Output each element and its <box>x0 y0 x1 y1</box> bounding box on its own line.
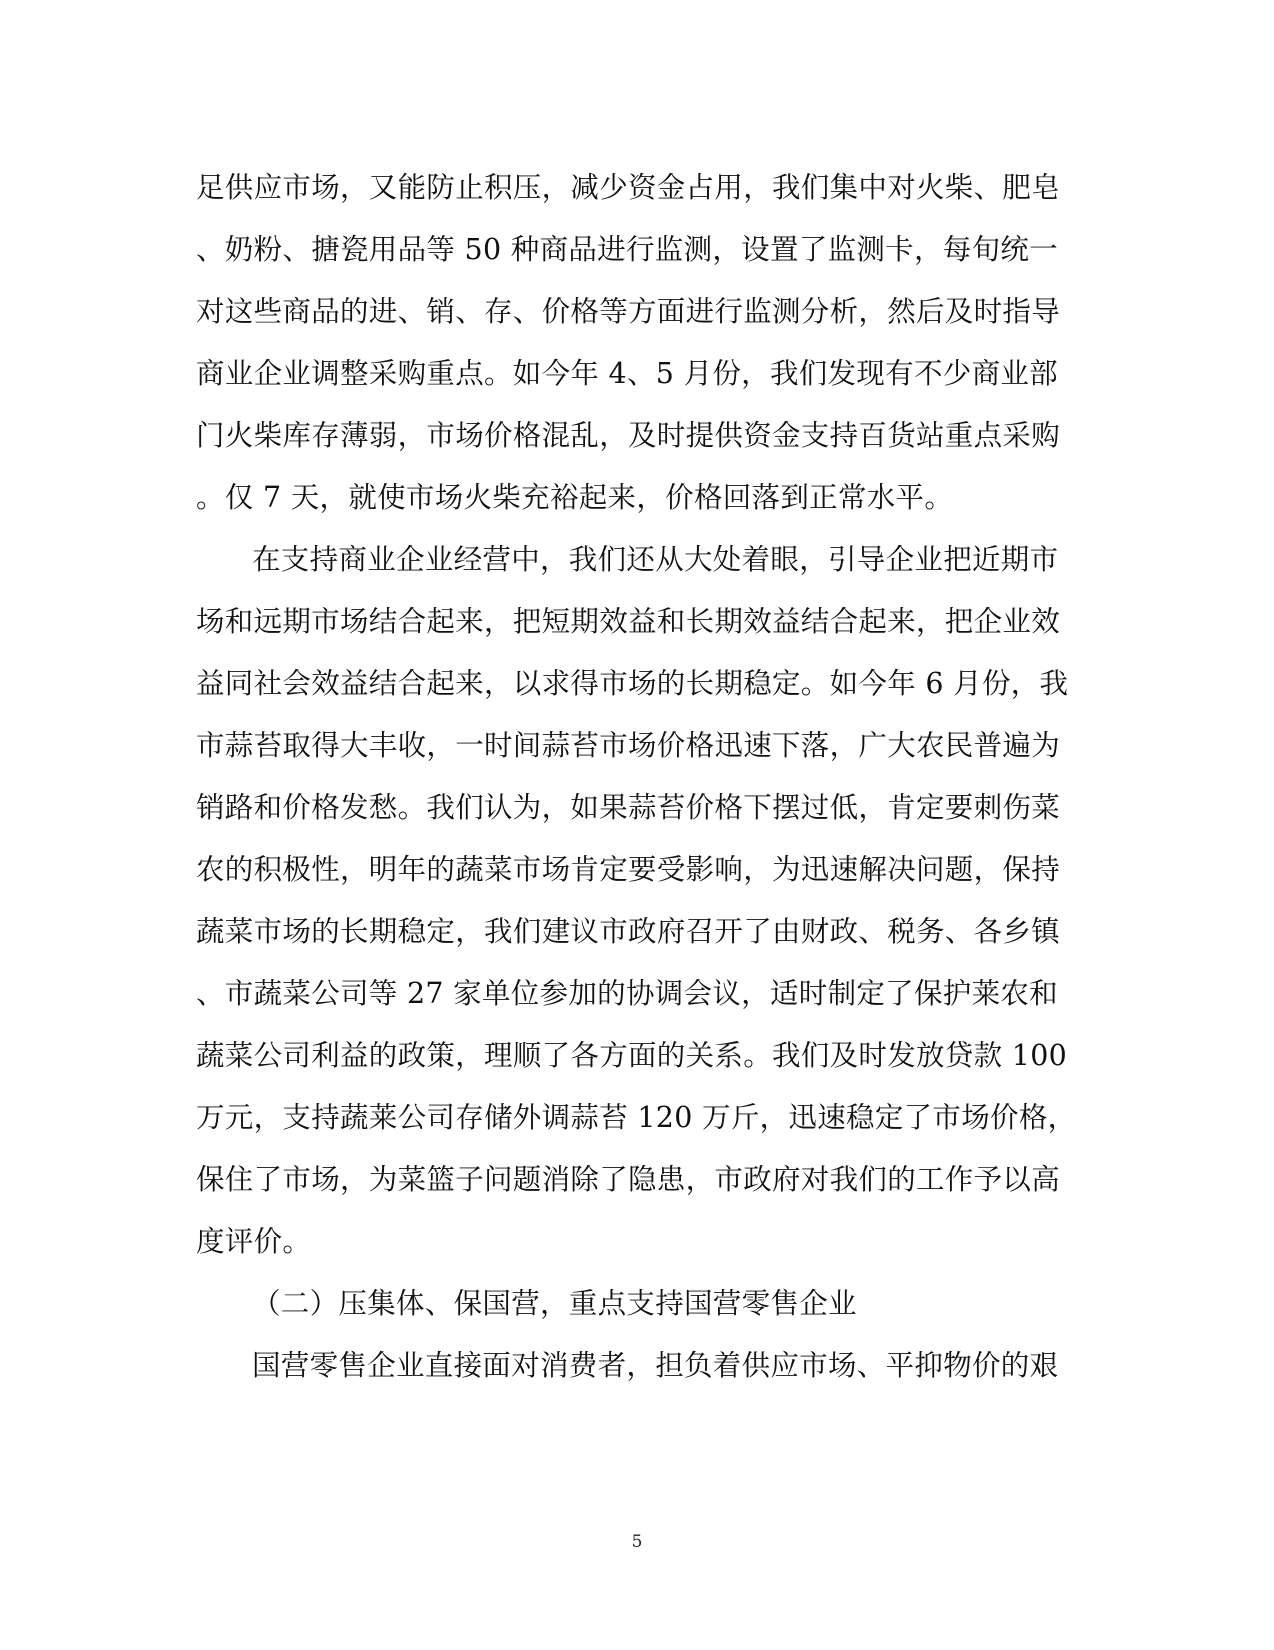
page-number: 5 <box>631 1532 643 1552</box>
text-line: 万元，支持蔬莱公司存储外调蒜苔 120 万斤，迅速稳定了市场价格， <box>196 1101 1077 1134</box>
text-line: 销路和价格发愁。我们认为，如果蒜苔价格下摆过低，肯定要刺伤菜 <box>196 791 1061 824</box>
text-line: 度评价。 <box>196 1225 312 1258</box>
text-line: 、市蔬菜公司等 27 家单位参加的协调会议，适时制定了保护莱农和 <box>196 977 1058 1010</box>
text-line: 蔬菜公司利益的政策，理顺了各方面的关系。我们及时发放贷款 100 <box>196 1039 1068 1072</box>
text-line: 、奶粉、搪瓷用品等 50 种商品进行监测，设置了监测卡，每旬统一 <box>196 233 1058 266</box>
text-line: 蔬菜市场的长期稳定，我们建议市政府召开了由财政、税务、各乡镇 <box>196 915 1061 948</box>
section-heading: （二）压集体、保国营，重点支持国营零售企业 <box>252 1287 857 1320</box>
text-line: 对这些商品的进、销、存、价格等方面进行监测分析，然后及时指导 <box>196 295 1061 328</box>
text-line: 市蒜苔取得大丰收，一时间蒜苔市场价格迅速下落，广大农民普遍为 <box>196 729 1061 762</box>
paragraph-start-line: 国营零售企业直接面对消费者，担负着供应市场、平抑物价的艰 <box>252 1349 1059 1382</box>
text-line: 商业企业调整采购重点。如今年 4、5 月份，我们发现有不少商业部 <box>196 357 1058 390</box>
text-line: 。仅 7 天，就使市场火柴充裕起来，价格回落到正常水平。 <box>196 481 954 514</box>
text-line: 场和远期市场结合起来，把短期效益和长期效益结合起来，把企业效 <box>196 605 1061 638</box>
body-text <box>196 157 1076 1397</box>
text-line: 益同社会效益结合起来，以求得市场的长期稳定。如今年 6 月份，我 <box>196 667 1069 700</box>
paragraph-start-line: 在支持商业企业经营中，我们还从大处着眼，引导企业把近期市 <box>252 543 1059 576</box>
text-line: 保住了市场，为菜篮子问题消除了隐患，市政府对我们的工作予以高 <box>196 1163 1061 1196</box>
text-line: 足供应市场，又能防止积压，减少资金占用，我们集中对火柴、肥皂 <box>196 171 1061 204</box>
text-line: 农的积极性，明年的蔬菜市场肯定要受影响，为迅速解决问题，保持 <box>196 853 1061 886</box>
text-line: 门火柴库存薄弱，市场价格混乱，及时提供资金支持百货站重点采购 <box>196 419 1061 452</box>
